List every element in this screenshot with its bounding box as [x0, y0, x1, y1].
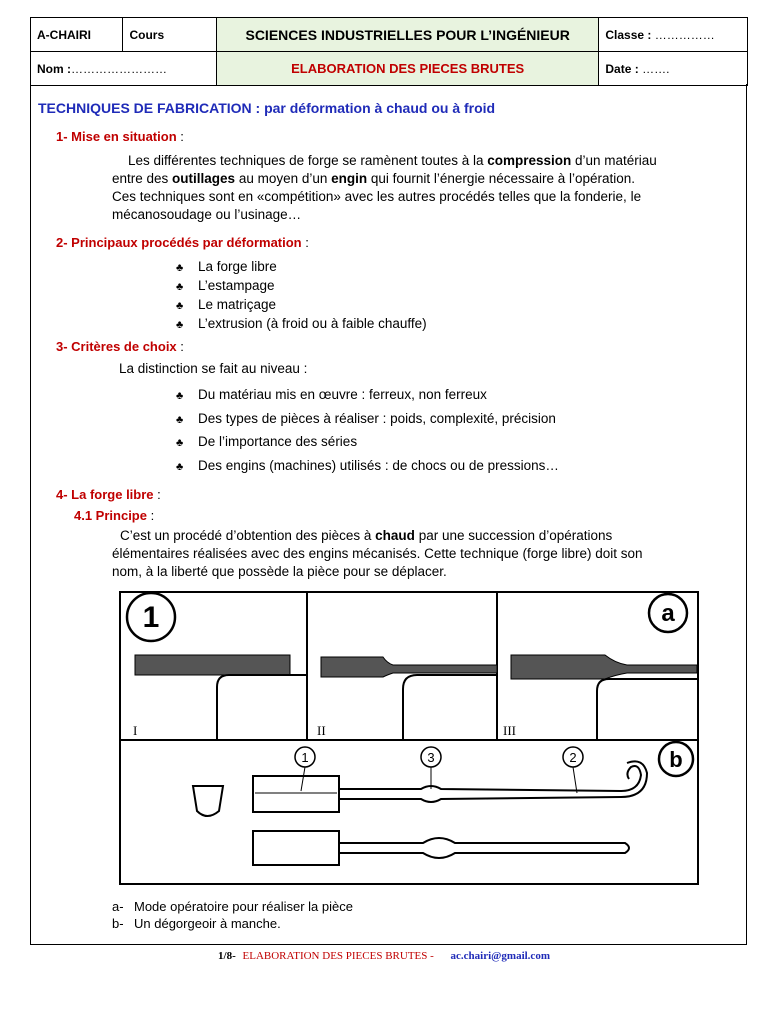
label-b: b — [669, 747, 683, 772]
tool-shaft-bottom — [339, 838, 629, 858]
type-cell: Cours — [123, 18, 217, 52]
section-4-1-heading-text: 4.1 Principe — [74, 508, 147, 523]
section-3-intro: La distinction se fait au niveau : — [119, 361, 308, 376]
section-1-heading-text: 1- Mise en situation — [56, 129, 177, 144]
list-item: ♣ Du matériau mis en œuvre : ferreux, non ferreux — [176, 384, 559, 408]
main-title-prefix: TECHNIQUES DE FABRICATION : — [38, 100, 265, 116]
section-4-paragraph: C’est un procédé d’obtention des pièces à chaud par une succession d’opérations élémentaires réalisées avec des engins mécanisés. Cette technique (forge libre) doit son nom, à la liberté que possède la pièce pour se déplacer. — [112, 528, 643, 579]
section-3-heading: 3- Critères de choix : — [56, 339, 184, 354]
tool-head — [253, 776, 339, 812]
section-2-heading-text: 2- Principaux procédés par déformation — [56, 235, 302, 250]
footer-title: ELABORATION DES PIECES BRUTES - — [242, 950, 434, 962]
anvil-edge — [217, 675, 307, 739]
author-cell: A-CHAIRI — [31, 18, 123, 52]
tool-handle — [339, 786, 621, 791]
name-label: Nom : — [37, 61, 71, 76]
anvil-edge-2 — [403, 675, 497, 739]
roman-numeral-1: I — [133, 723, 138, 738]
club-suit-icon: ♣ — [176, 300, 184, 312]
anvil-edge-3 — [597, 679, 697, 739]
date-label: Date : — [605, 61, 639, 76]
name-cell — [31, 52, 217, 86]
tool-head-bottom — [253, 831, 339, 865]
section-4-heading-text: 4- La forge libre — [56, 487, 154, 502]
callout-1: 1 — [301, 750, 309, 765]
forging-drawing — [121, 593, 697, 883]
list-item: ♣ Des engins (machines) utilisés : de chocs ou de pressions… — [176, 455, 559, 479]
date-value: ……. — [642, 61, 670, 76]
figure-captions — [112, 898, 353, 932]
class-value: …………… — [654, 27, 715, 42]
name-value: …………………… — [71, 61, 167, 76]
section-4-heading: 4- La forge libre : — [56, 487, 161, 502]
club-suit-icon: ♣ — [176, 319, 184, 331]
club-suit-icon: ♣ — [176, 281, 184, 293]
chapter-cell: ELABORATION DES PIECES BRUTES — [216, 52, 598, 86]
caption-a: a- Mode opératoire pour réaliser la pièce — [112, 899, 353, 914]
club-suit-icon: ♣ — [176, 413, 184, 426]
caption-b: b- Un dégorgeoir à manche. — [112, 916, 281, 931]
list-item: ♣ Le matriçage — [176, 296, 427, 315]
list-item: ♣ L’estampage — [176, 277, 427, 296]
step-number-1: 1 — [142, 601, 160, 634]
page-number: 1/8- — [218, 950, 236, 962]
list-item: ♣ La forge libre — [176, 258, 427, 277]
main-title — [38, 100, 495, 116]
club-suit-icon: ♣ — [176, 262, 184, 274]
subject-cell: SCIENCES INDUSTRIELLES POUR L’INGÉNIEUR — [216, 18, 598, 52]
club-suit-icon: ♣ — [176, 437, 184, 449]
club-suit-icon: ♣ — [176, 460, 184, 473]
header-table — [30, 17, 748, 86]
roman-numeral-3: III — [503, 723, 516, 738]
callout-3: 3 — [427, 750, 435, 765]
date-cell — [599, 52, 748, 86]
stock-slug — [193, 786, 223, 816]
club-suit-icon: ♣ — [176, 390, 184, 402]
class-cell — [599, 18, 748, 52]
section-3-list — [176, 384, 559, 478]
workpiece-bar-drawn — [511, 655, 697, 679]
section-1-paragraph: Les différentes techniques de forge se ramènent toutes à la compression d’un matériau entre des outillages au moyen d’un engin qui fournit l’énergie nécessaire à l’opération. Ces techniques sont en «compétition» avec les autres procédés telles que la fonderie, le mécanosoudage ou l’usinage… — [112, 153, 657, 222]
list-item: ♣ De l’importance des séries — [176, 431, 559, 455]
forging-figure — [119, 591, 699, 885]
section-2-heading: 2- Principaux procédés par déformation : — [56, 235, 309, 250]
tool-hook — [621, 766, 641, 791]
label-a: a — [661, 600, 675, 627]
roman-numeral-2: II — [317, 723, 326, 738]
workpiece-bar — [135, 655, 290, 675]
page-footer — [0, 950, 768, 962]
main-title-rest: par déformation à chaud ou à froid — [264, 100, 496, 116]
section-2-list — [176, 258, 427, 334]
section-3-heading-text: 3- Critères de choix — [56, 339, 177, 354]
class-label: Classe : — [605, 27, 652, 42]
footer-email[interactable]: ac.chairi@gmail.com — [450, 950, 550, 962]
list-item: ♣ L’extrusion (à froid ou à faible chauffe) — [176, 315, 427, 334]
section-1-heading: 1- Mise en situation : — [56, 129, 184, 144]
list-item: ♣ Des types de pièces à réaliser : poids, complexité, précision — [176, 408, 559, 432]
section-4-1-heading: 4.1 Principe : — [74, 508, 155, 523]
callout-2: 2 — [569, 750, 577, 765]
